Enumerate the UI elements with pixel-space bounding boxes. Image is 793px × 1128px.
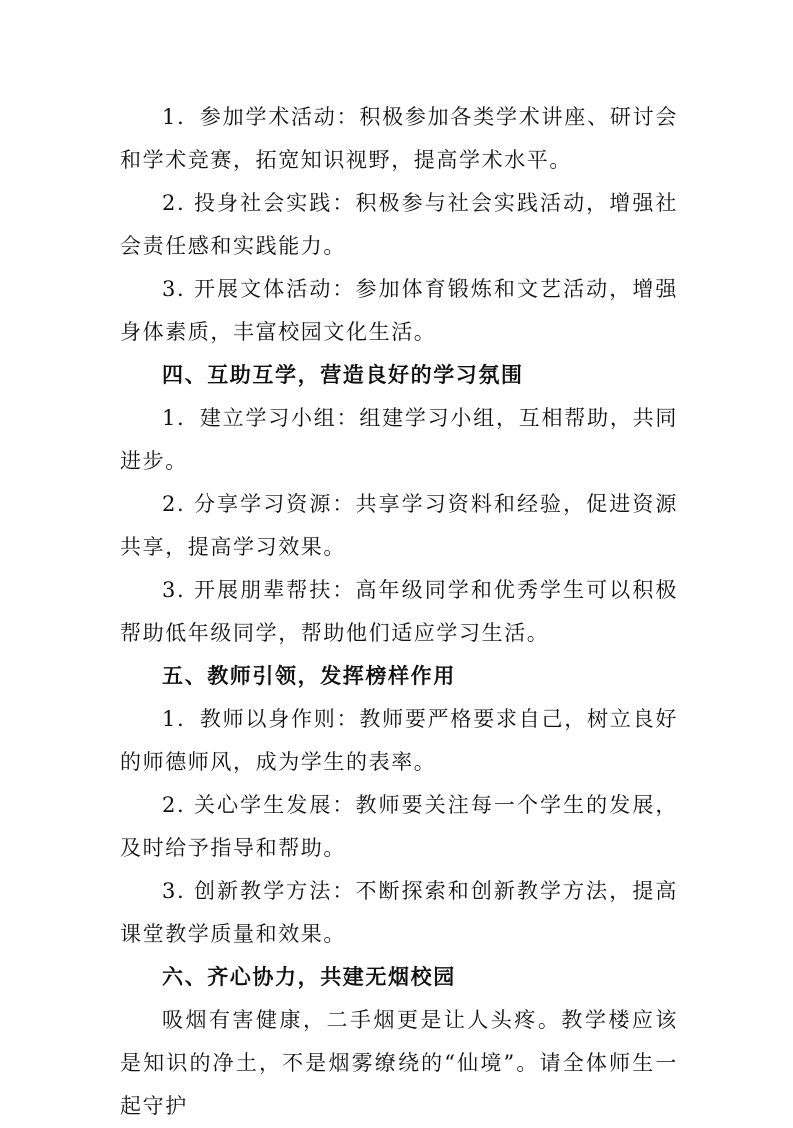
section-heading-6: 六、齐心协力，共建无烟校园 (162, 965, 456, 989)
document-body (120, 96, 678, 1128)
section-heading-5: 五、教师引领，发挥榜样作用 (162, 664, 456, 688)
paragraph-student-care: 2. 关心学生发展：教师要关注每一个学生的发展，及时给予指导和帮助。 (120, 793, 678, 860)
paragraph-share-resources: 2. 分享学习资源：共享学习资料和经验，促进资源共享，提高学习效果。 (120, 492, 678, 559)
paragraph-academic-activities: 1．参加学术活动：积极参加各类学术讲座、研讨会和学术竞赛，拓宽知识视野，提高学术水平。 (120, 105, 678, 172)
section-heading-4: 四、互助互学，营造良好的学习氛围 (162, 363, 524, 387)
paragraph-teaching-innovation: 3. 创新教学方法：不断探索和创新教学方法，提高课堂教学质量和效果。 (120, 879, 678, 946)
paragraph-social-practice: 2. 投身社会实践：积极参与社会实践活动，增强社会责任感和实践能力。 (120, 191, 678, 258)
paragraph-smoke-free: 吸烟有害健康，二手烟更是让人头疼。教学楼应该是知识的净土，不是烟雾缭绕的“仙境”。请全体师生一起守护 (120, 1008, 678, 1118)
paragraph-peer-support: 3. 开展朋辈帮扶：高年级同学和优秀学生可以积极帮助低年级同学，帮助他们适应学习生活。 (120, 578, 678, 645)
paragraph-teacher-example: 1．教师以身作则：教师要严格要求自己，树立良好的师德师风，成为学生的表率。 (120, 707, 678, 774)
paragraph-study-groups: 1．建立学习小组：组建学习小组，互相帮助，共同进步。 (120, 406, 678, 473)
paragraph-sports-culture: 3. 开展文体活动：参加体育锻炼和文艺活动，增强身体素质，丰富校园文化生活。 (120, 277, 678, 344)
